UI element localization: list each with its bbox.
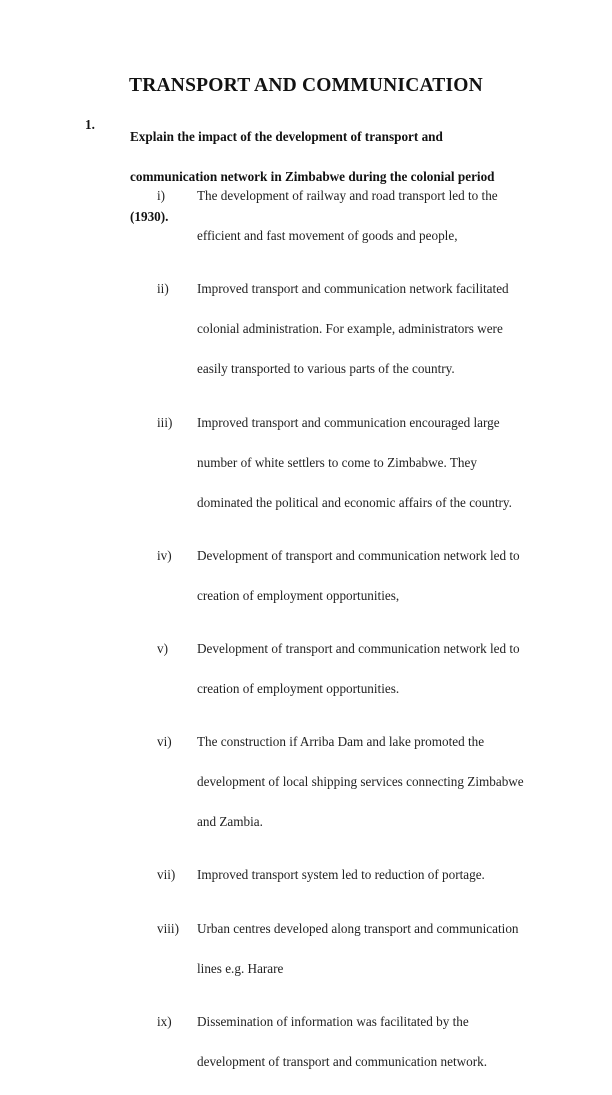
list-item-marker: i)	[157, 188, 166, 204]
list-item-marker: vi)	[157, 734, 172, 750]
list-item-text: Urban centres developed along transport and communication lines e.g. Harare	[197, 920, 519, 976]
list-item-text: Improved transport system led to reduction of portage.	[197, 867, 485, 883]
list-item-marker: iii)	[157, 414, 173, 430]
list-item-marker: ix)	[157, 1013, 172, 1029]
list-item	[0, 1002, 612, 1082]
list-item	[0, 722, 612, 842]
list-item-text: Development of transport and communication network led to creation of employment opportunities.	[197, 640, 520, 696]
question-text: Explain the impact of the development of transport and communication network in Zimbabwe during the colonial period (1930).	[130, 129, 495, 225]
list-item	[0, 176, 612, 256]
list-item-text: Development of transport and communication network led to creation of employment opportunities,	[197, 547, 520, 603]
question-number: 1.	[85, 117, 95, 133]
list-item	[0, 536, 612, 616]
list-item	[0, 909, 612, 989]
list-item-marker: viii)	[157, 920, 179, 936]
list-item-marker: vii)	[157, 867, 176, 883]
list-item-text: The construction if Arriba Dam and lake promoted the development of local shipping services connecting Zimbabwe and Zambia.	[197, 734, 524, 830]
list-item	[0, 629, 612, 709]
list-item-marker: v)	[157, 640, 168, 656]
list-item-text: The development of railway and road transport led to the efficient and fast movement of goods and people,	[197, 188, 498, 244]
answer-list	[0, 163, 612, 1095]
list-item	[0, 269, 612, 389]
list-item-text: Improved transport and communication encouraged large number of white settlers to come to Zimbabwe. They dominated the political and economic affairs of the country.	[197, 414, 512, 510]
list-item-marker: ii)	[157, 281, 169, 297]
list-item-text: Dissemination of information was facilitated by the development of transport and communication network.	[197, 1013, 488, 1069]
list-item	[0, 403, 612, 523]
page-title: TRANSPORT AND COMMUNICATION	[129, 75, 483, 97]
list-item-text: Improved transport and communication network facilitated colonial administration. For example, administrators were easily transported to various parts of the country.	[197, 281, 509, 377]
list-item	[0, 855, 612, 895]
list-item-marker: iv)	[157, 547, 172, 563]
